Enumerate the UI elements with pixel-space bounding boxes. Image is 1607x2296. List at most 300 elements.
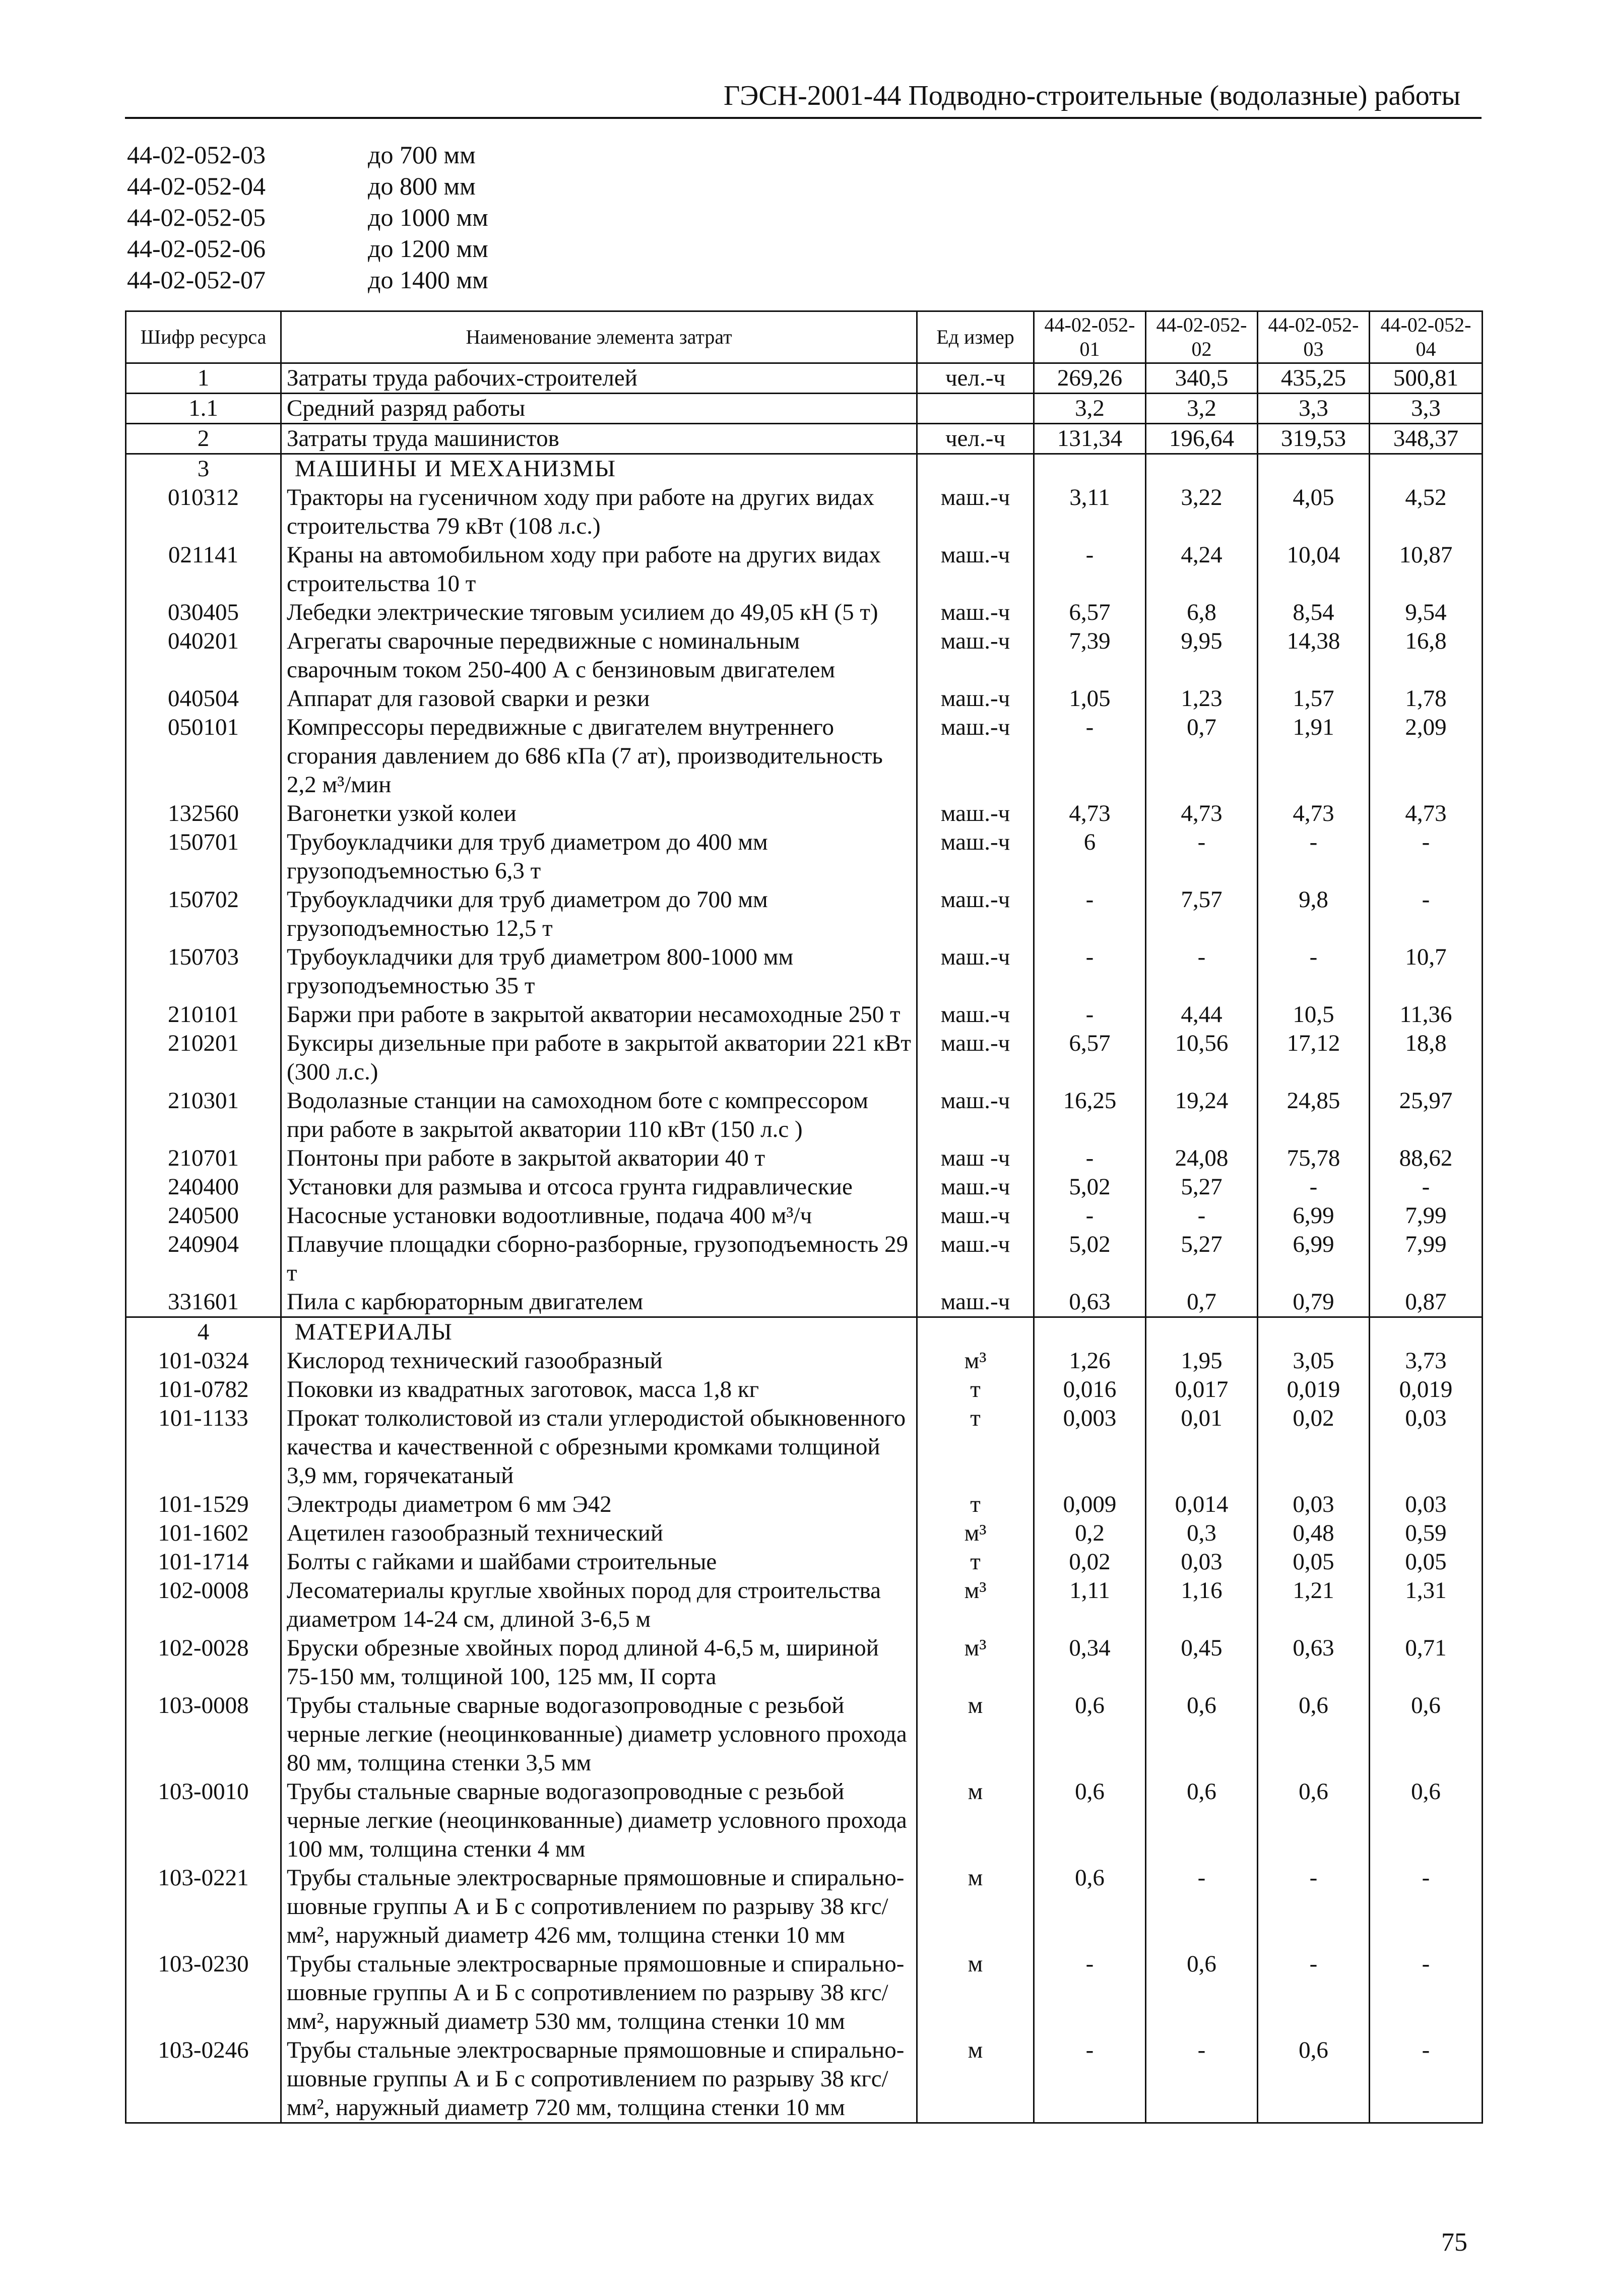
header-name: Наименование элемента затрат (281, 311, 917, 363)
cell-value: 9,95 (1146, 627, 1258, 684)
cell-value: 17,12 (1258, 1029, 1370, 1087)
variant-label: до 1200 мм (368, 234, 488, 263)
cell-value: 196,64 (1146, 424, 1258, 454)
cell-value: 0,6 (1370, 1691, 1483, 1777)
variant-code: 44-02-052-06 (127, 234, 266, 263)
table-row (126, 1000, 1483, 1029)
cell-value: 131,34 (1034, 424, 1146, 454)
cell-value: 1,05 (1034, 684, 1146, 713)
cell-value: 0,6 (1258, 2036, 1370, 2123)
cell-name: Лебедки электрические тяговым усилием до 49,05 кН (5 т) (281, 598, 917, 627)
cell-unit: маш -ч (917, 1144, 1034, 1173)
table-row (126, 885, 1483, 943)
cell-value: 3,2 (1034, 394, 1146, 424)
variant-label: до 800 мм (368, 172, 476, 200)
table-row (126, 1201, 1483, 1230)
cell-value (1258, 454, 1370, 484)
cell-name: Трубы стальные электросварные прямошовные и спирально-шовные группы А и Б с сопротивлением по разрыву 38 кгс/мм², наружный диаметр 426 мм, толщина стенки 10 мм (281, 1864, 917, 1950)
cell-name: Краны на автомобильном ходу при работе на других видах строительства 10 т (281, 541, 917, 598)
cell-value: 0,017 (1146, 1375, 1258, 1404)
cell-unit: чел.-ч (917, 363, 1034, 394)
cell-code: 101-1529 (126, 1490, 281, 1519)
cell-name: Пила с карбюраторным двигателем (281, 1288, 917, 1317)
table-row (126, 713, 1483, 799)
cell-code: 150702 (126, 885, 281, 943)
cell-unit: м (917, 1777, 1034, 1864)
cell-value: - (1034, 713, 1146, 799)
table-body (126, 363, 1483, 2123)
cell-value: 10,5 (1258, 1000, 1370, 1029)
cell-value: - (1034, 1201, 1146, 1230)
cell-value: - (1146, 1201, 1258, 1230)
table-row (126, 1173, 1483, 1201)
variant-list (127, 139, 488, 295)
cell-value: 11,36 (1370, 1000, 1483, 1029)
table-row (126, 363, 1483, 394)
cell-value: 7,57 (1146, 885, 1258, 943)
cell-value (1146, 454, 1258, 484)
cell-value: 0,7 (1146, 1288, 1258, 1317)
cell-code: 102-0028 (126, 1634, 281, 1691)
cell-value: 0,009 (1034, 1490, 1146, 1519)
cell-value: - (1034, 541, 1146, 598)
variant-row (127, 170, 488, 202)
cell-value: - (1370, 885, 1483, 943)
cell-value: 340,5 (1146, 363, 1258, 394)
cell-value: 24,08 (1146, 1144, 1258, 1173)
cell-value: - (1258, 828, 1370, 885)
cell-unit: маш.-ч (917, 598, 1034, 627)
cell-name: Кислород технический газообразный (281, 1347, 917, 1375)
cell-value: - (1258, 1950, 1370, 2036)
cell-value: 6 (1034, 828, 1146, 885)
cell-value: 0,05 (1258, 1548, 1370, 1576)
cell-value: - (1034, 1950, 1146, 2036)
cell-unit (917, 1317, 1034, 1347)
cell-code: 150701 (126, 828, 281, 885)
variant-row (127, 202, 488, 233)
cell-code: 331601 (126, 1288, 281, 1317)
cell-value: 0,79 (1258, 1288, 1370, 1317)
cell-value: 24,85 (1258, 1087, 1370, 1144)
cell-value: - (1258, 943, 1370, 1000)
cell-code: 040201 (126, 627, 281, 684)
cell-code: 240500 (126, 1201, 281, 1230)
cell-value: 0,48 (1258, 1519, 1370, 1548)
cell-value: 1,31 (1370, 1576, 1483, 1634)
cell-value: 4,73 (1146, 799, 1258, 828)
cell-code: 010312 (126, 483, 281, 541)
cell-value (1034, 1317, 1146, 1347)
cell-value: 4,73 (1370, 799, 1483, 828)
cell-name: Водолазные станции на самоходном боте с компрессором при работе в закрытой акватории 110 кВт (150 л.с ) (281, 1087, 917, 1144)
table-row (126, 1144, 1483, 1173)
cell-value: 0,6 (1034, 1864, 1146, 1950)
cell-code: 103-0010 (126, 1777, 281, 1864)
cell-code: 210201 (126, 1029, 281, 1087)
cell-value: 4,73 (1034, 799, 1146, 828)
cell-name: Тракторы на гусеничном ходу при работе на других видах строительства 79 кВт (108 л.с.) (281, 483, 917, 541)
cell-code: 210101 (126, 1000, 281, 1029)
table-row (126, 1230, 1483, 1288)
cell-unit: маш.-ч (917, 541, 1034, 598)
table-header-row (126, 311, 1483, 363)
cell-name: Буксиры дизельные при работе в закрытой акватории 221 кВт (300 л.с.) (281, 1029, 917, 1087)
cell-value: 4,52 (1370, 483, 1483, 541)
cell-value: 0,03 (1146, 1548, 1258, 1576)
cell-value: 9,8 (1258, 885, 1370, 943)
table-row (126, 541, 1483, 598)
cell-value: 1,78 (1370, 684, 1483, 713)
cell-name: Агрегаты сварочные передвижные с номинальным сварочным током 250-400 А с бензиновым двигателем (281, 627, 917, 684)
cell-code: 150703 (126, 943, 281, 1000)
cell-code: 050101 (126, 713, 281, 799)
cell-name: Трубоукладчики для труб диаметром до 400 мм грузоподъемностью 6,3 т (281, 828, 917, 885)
cell-value: 0,03 (1370, 1490, 1483, 1519)
cell-code: 101-0324 (126, 1347, 281, 1375)
cell-value: 10,87 (1370, 541, 1483, 598)
cell-value: 7,39 (1034, 627, 1146, 684)
table-row (126, 1375, 1483, 1404)
cell-value: 5,27 (1146, 1173, 1258, 1201)
cell-value: 0,02 (1034, 1548, 1146, 1576)
cell-name: Затраты труда машинистов (281, 424, 917, 454)
variant-row (127, 139, 488, 170)
header-col: 44-02-052-03 (1258, 311, 1370, 363)
cell-unit (917, 394, 1034, 424)
cell-value: 75,78 (1258, 1144, 1370, 1173)
section-title: МАШИНЫ И МЕХАНИЗМЫ (281, 454, 917, 484)
cell-value: 1,11 (1034, 1576, 1146, 1634)
cell-name: Электроды диаметром 6 мм Э42 (281, 1490, 917, 1519)
header-col: 44-02-052-04 (1370, 311, 1483, 363)
cell-name: Средний разряд работы (281, 394, 917, 424)
cell-value: - (1370, 1173, 1483, 1201)
cell-code: 210301 (126, 1087, 281, 1144)
cell-value: 3,05 (1258, 1347, 1370, 1375)
table-row (126, 424, 1483, 454)
cell-value: 3,22 (1146, 483, 1258, 541)
cell-unit: м (917, 1691, 1034, 1777)
header-code: Шифр ресурса (126, 311, 281, 363)
cell-code: 101-1602 (126, 1519, 281, 1548)
table-row (126, 1029, 1483, 1087)
cell-unit: маш.-ч (917, 713, 1034, 799)
variant-row (127, 264, 488, 295)
cell-value: 0,6 (1146, 1950, 1258, 2036)
cell-value: 0,6 (1146, 1777, 1258, 1864)
cell-value: - (1034, 943, 1146, 1000)
cell-value: 7,99 (1370, 1201, 1483, 1230)
cell-code: 021141 (126, 541, 281, 598)
cell-value: 0,019 (1258, 1375, 1370, 1404)
cell-value (1370, 1317, 1483, 1347)
cell-name: Баржи при работе в закрытой акватории несамоходные 250 т (281, 1000, 917, 1029)
header-col: 44-02-052-01 (1034, 311, 1146, 363)
table-row (126, 1347, 1483, 1375)
cell-name: Аппарат для газовой сварки и резки (281, 684, 917, 713)
cell-code: 030405 (126, 598, 281, 627)
cell-value: 16,8 (1370, 627, 1483, 684)
cell-value: 10,7 (1370, 943, 1483, 1000)
variant-code: 44-02-052-05 (127, 203, 266, 231)
table-row (126, 483, 1483, 541)
table-row (126, 1490, 1483, 1519)
cell-code: 101-1133 (126, 1404, 281, 1490)
cell-value: 19,24 (1146, 1087, 1258, 1144)
cell-value: 1,26 (1034, 1347, 1146, 1375)
cell-value: 10,56 (1146, 1029, 1258, 1087)
cell-value: 3,3 (1370, 394, 1483, 424)
cell-value: - (1258, 1173, 1370, 1201)
cell-value: 0,003 (1034, 1404, 1146, 1490)
cell-unit: маш.-ч (917, 828, 1034, 885)
table-row (126, 684, 1483, 713)
cell-unit: маш.-ч (917, 1173, 1034, 1201)
table-row (126, 799, 1483, 828)
cell-name: Лесоматериалы круглые хвойных пород для строительства диаметром 14-24 см, длиной 3-6,5 м (281, 1576, 917, 1634)
cell-value: 4,05 (1258, 483, 1370, 541)
cell-value: 0,014 (1146, 1490, 1258, 1519)
cell-value: 1,57 (1258, 684, 1370, 713)
cell-code: 2 (126, 424, 281, 454)
cell-value: 6,57 (1034, 598, 1146, 627)
table-row (126, 394, 1483, 424)
cell-unit: маш.-ч (917, 1230, 1034, 1288)
cell-value: 0,6 (1146, 1691, 1258, 1777)
cell-name: Трубы стальные электросварные прямошовные и спирально-шовные группы А и Б с сопротивлением по разрыву 38 кгс/мм², наружный диаметр 720 мм, толщина стенки 10 мм (281, 2036, 917, 2123)
cell-unit: маш.-ч (917, 885, 1034, 943)
cell-code: 1.1 (126, 394, 281, 424)
cell-name: Ацетилен газообразный технический (281, 1519, 917, 1548)
cell-value: 4,73 (1258, 799, 1370, 828)
cell-value: 5,02 (1034, 1173, 1146, 1201)
variant-code: 44-02-052-07 (127, 266, 266, 294)
cell-value: 1,95 (1146, 1347, 1258, 1375)
cell-value: 6,8 (1146, 598, 1258, 627)
cell-code: 103-0221 (126, 1864, 281, 1950)
cell-code: 103-0230 (126, 1950, 281, 2036)
cell-unit: м³ (917, 1347, 1034, 1375)
cell-value: 3,3 (1258, 394, 1370, 424)
cell-unit: маш.-ч (917, 483, 1034, 541)
cell-value: 435,25 (1258, 363, 1370, 394)
cell-value: - (1370, 2036, 1483, 2123)
table-row (126, 1950, 1483, 2036)
cell-name: Плавучие площадки сборно-разборные, грузоподъемность 29 т (281, 1230, 917, 1288)
cell-value: - (1034, 1144, 1146, 1173)
cell-name: Бруски обрезные хвойных пород длиной 4-6,5 м, шириной 75-150 мм, толщиной 100, 125 мм, II сорта (281, 1634, 917, 1691)
cell-unit (917, 454, 1034, 484)
cell-value: 0,2 (1034, 1519, 1146, 1548)
cell-code: 132560 (126, 799, 281, 828)
table-row (126, 1777, 1483, 1864)
cell-unit: т (917, 1375, 1034, 1404)
cell-unit: маш.-ч (917, 1029, 1034, 1087)
cell-value: - (1034, 885, 1146, 943)
cell-value: 0,016 (1034, 1375, 1146, 1404)
cell-unit: маш.-ч (917, 1000, 1034, 1029)
cell-code: 103-0246 (126, 2036, 281, 2123)
cell-value (1258, 1317, 1370, 1347)
cell-value: 0,6 (1258, 1691, 1370, 1777)
cell-unit: чел.-ч (917, 424, 1034, 454)
cell-value: 7,99 (1370, 1230, 1483, 1288)
cell-value: - (1034, 2036, 1146, 2123)
variant-row (127, 233, 488, 264)
cell-value: 3,2 (1146, 394, 1258, 424)
table-row (126, 2036, 1483, 2123)
cell-unit: м³ (917, 1519, 1034, 1548)
cell-value: 25,97 (1370, 1087, 1483, 1144)
resource-table (125, 310, 1483, 2124)
cell-value: 6,99 (1258, 1230, 1370, 1288)
cell-value: 0,03 (1258, 1490, 1370, 1519)
cell-value: 3,73 (1370, 1347, 1483, 1375)
cell-value: 0,019 (1370, 1375, 1483, 1404)
variant-label: до 1400 мм (368, 266, 488, 294)
cell-name: Трубы стальные сварные водогазопроводные с резьбой черные легкие (неоцинкованные) диаметр условного прохода 80 мм, толщина стенки 3,5 мм (281, 1691, 917, 1777)
cell-code: 040504 (126, 684, 281, 713)
cell-code: 102-0008 (126, 1576, 281, 1634)
table-row (126, 1404, 1483, 1490)
cell-value: 500,81 (1370, 363, 1483, 394)
cell-value: 348,37 (1370, 424, 1483, 454)
table-row (126, 1288, 1483, 1317)
cell-code: 101-1714 (126, 1548, 281, 1576)
table-row (126, 828, 1483, 885)
cell-value: 0,7 (1146, 713, 1258, 799)
cell-value: 1,21 (1258, 1576, 1370, 1634)
table-row (126, 943, 1483, 1000)
cell-value: 18,8 (1370, 1029, 1483, 1087)
cell-value: 3,11 (1034, 483, 1146, 541)
cell-value: 88,62 (1370, 1144, 1483, 1173)
cell-value: 4,24 (1146, 541, 1258, 598)
cell-value: 5,27 (1146, 1230, 1258, 1288)
cell-unit: маш.-ч (917, 799, 1034, 828)
cell-value: 0,71 (1370, 1634, 1483, 1691)
cell-name: Насосные установки водоотливные, подача 400 м³/ч (281, 1201, 917, 1230)
cell-name: Трубоукладчики для труб диаметром до 700 мм грузоподъемностью 12,5 т (281, 885, 917, 943)
cell-name: Понтоны при работе в закрытой акватории 40 т (281, 1144, 917, 1173)
variant-code: 44-02-052-04 (127, 172, 266, 200)
cell-value: 0,45 (1146, 1634, 1258, 1691)
cell-value: 0,03 (1370, 1404, 1483, 1490)
table-row (126, 598, 1483, 627)
cell-value: 6,57 (1034, 1029, 1146, 1087)
cell-value: 5,02 (1034, 1230, 1146, 1288)
cell-name: Установки для размыва и отсоса грунта гидравлические (281, 1173, 917, 1201)
cell-code: 103-0008 (126, 1691, 281, 1777)
cell-unit: маш.-ч (917, 943, 1034, 1000)
cell-value: 0,6 (1034, 1777, 1146, 1864)
cell-value: - (1258, 1864, 1370, 1950)
cell-code: 101-0782 (126, 1375, 281, 1404)
table-row (126, 1634, 1483, 1691)
page-header: ГЭСН-2001-44 Подводно-строительные (водолазные) работы (724, 80, 1461, 111)
table-row (126, 1087, 1483, 1144)
cell-value: - (1146, 828, 1258, 885)
cell-value: 0,6 (1370, 1777, 1483, 1864)
cell-value: - (1370, 1950, 1483, 2036)
cell-value: 319,53 (1258, 424, 1370, 454)
table-row (126, 1548, 1483, 1576)
cell-value: 0,01 (1146, 1404, 1258, 1490)
cell-value (1370, 454, 1483, 484)
table-row (126, 454, 1483, 484)
cell-unit: маш.-ч (917, 1087, 1034, 1144)
cell-value: - (1034, 1000, 1146, 1029)
cell-value: 2,09 (1370, 713, 1483, 799)
table-row (126, 1519, 1483, 1548)
table-row (126, 1576, 1483, 1634)
variant-code: 44-02-052-03 (127, 141, 266, 169)
cell-name: Трубы стальные электросварные прямошовные и спирально-шовные группы А и Б с сопротивлением по разрыву 38 кгс/мм², наружный диаметр 530 мм, толщина стенки 10 мм (281, 1950, 917, 2036)
variant-label: до 1000 мм (368, 203, 488, 231)
page-number: 75 (1441, 2228, 1467, 2257)
cell-code: 1 (126, 363, 281, 394)
cell-value: 0,63 (1034, 1288, 1146, 1317)
cell-unit: м³ (917, 1576, 1034, 1634)
cell-code: 240400 (126, 1173, 281, 1201)
header-col: 44-02-052-02 (1146, 311, 1258, 363)
cell-unit: м (917, 1864, 1034, 1950)
cell-value: - (1146, 943, 1258, 1000)
variant-label: до 700 мм (368, 141, 476, 169)
cell-name: Компрессоры передвижные с двигателем внутреннего сгорания давлением до 686 кПа (7 ат), производительность 2,2 м³/мин (281, 713, 917, 799)
cell-value: 0,6 (1034, 1691, 1146, 1777)
cell-value: 1,91 (1258, 713, 1370, 799)
cell-name: Вагонетки узкой колеи (281, 799, 917, 828)
cell-value: - (1146, 1864, 1258, 1950)
cell-value: 0,59 (1370, 1519, 1483, 1548)
cell-name: Трубы стальные сварные водогазопроводные с резьбой черные легкие (неоцинкованные) диаметр условного прохода 100 мм, толщина стенки 4 мм (281, 1777, 917, 1864)
table-row (126, 1317, 1483, 1347)
cell-code: 3 (126, 454, 281, 484)
cell-value: 10,04 (1258, 541, 1370, 598)
cell-unit: т (917, 1404, 1034, 1490)
cell-value: 1,16 (1146, 1576, 1258, 1634)
cell-value: 9,54 (1370, 598, 1483, 627)
cell-unit: м (917, 2036, 1034, 2123)
cell-value: 16,25 (1034, 1087, 1146, 1144)
cell-unit: м³ (917, 1634, 1034, 1691)
cell-value: 0,63 (1258, 1634, 1370, 1691)
table-row (126, 1864, 1483, 1950)
cell-unit: т (917, 1490, 1034, 1519)
section-title: МАТЕРИАЛЫ (281, 1317, 917, 1347)
cell-code: 4 (126, 1317, 281, 1347)
cell-name: Прокат толколистовой из стали углеродистой обыкновенного качества и качественной с обрезными кромками толщиной 3,9 мм, горячекатаный (281, 1404, 917, 1490)
cell-value: - (1370, 828, 1483, 885)
header-rule (125, 117, 1482, 119)
cell-value: 4,44 (1146, 1000, 1258, 1029)
cell-value: 0,3 (1146, 1519, 1258, 1548)
cell-name: Затраты труда рабочих-строителей (281, 363, 917, 394)
cell-unit: маш.-ч (917, 684, 1034, 713)
cell-value: 269,26 (1034, 363, 1146, 394)
cell-value (1146, 1317, 1258, 1347)
cell-value: 0,87 (1370, 1288, 1483, 1317)
cell-value: - (1146, 2036, 1258, 2123)
cell-value: 6,99 (1258, 1201, 1370, 1230)
cell-name: Болты с гайками и шайбами строительные (281, 1548, 917, 1576)
cell-value: 0,05 (1370, 1548, 1483, 1576)
cell-unit: маш.-ч (917, 627, 1034, 684)
cell-value: 0,02 (1258, 1404, 1370, 1490)
cell-value: 1,23 (1146, 684, 1258, 713)
